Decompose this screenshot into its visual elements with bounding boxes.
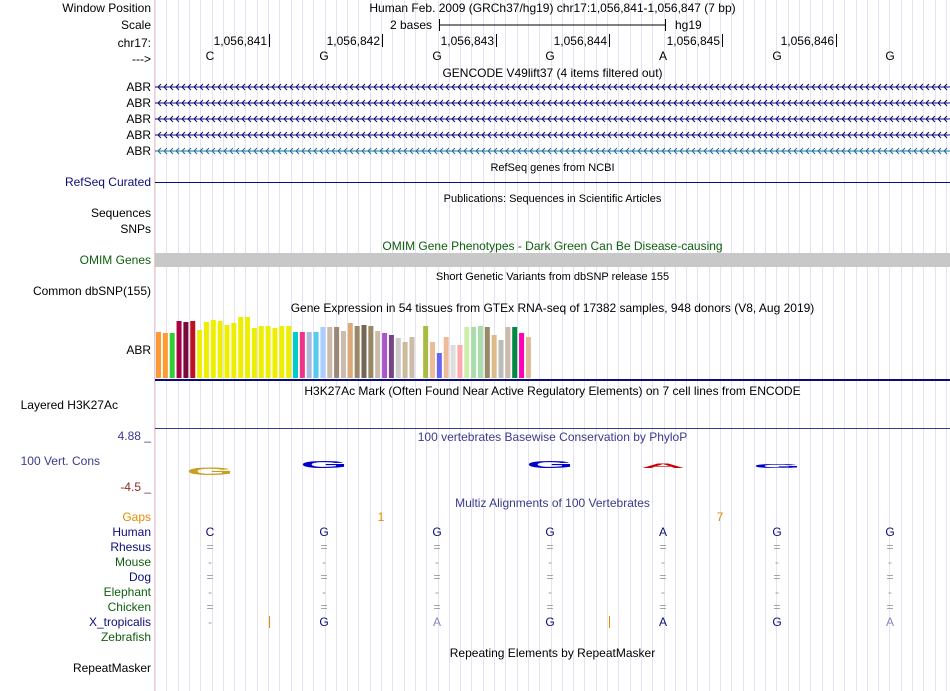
gtex-tissue-bar[interactable] (218, 321, 223, 378)
species-label: Dog (128, 570, 151, 584)
gencode-transcript[interactable] (155, 148, 950, 154)
gtex-tissue-bar[interactable] (519, 333, 524, 378)
gtex-tissue-bar[interactable] (327, 327, 332, 378)
scale-bar-db: hg19 (675, 18, 702, 32)
alignment-base: G (545, 525, 555, 539)
gtex-tissue-bar[interactable] (403, 342, 408, 378)
reference-base: G (432, 49, 442, 63)
reference-base: G (885, 49, 895, 63)
gencode-transcript[interactable] (155, 100, 950, 106)
gtex-tissue-bar[interactable] (279, 326, 284, 378)
multiz-track-title: Multiz Alignments of 100 Vertebrates (455, 496, 650, 510)
gtex-tissue-bar[interactable] (437, 353, 442, 378)
gtex-tissue-bar[interactable] (286, 326, 291, 378)
gtex-tissue-bar[interactable] (197, 330, 202, 378)
alignment-base: A (658, 615, 667, 629)
gap-count: 7 (716, 510, 724, 524)
gtex-tissue-bar[interactable] (225, 325, 230, 378)
gtex-tissue-bar[interactable] (245, 317, 250, 378)
ruler-coordinate: 1,056,844 (553, 34, 607, 48)
gtex-tissue-bar[interactable] (238, 317, 243, 378)
svg-text:G: G (186, 465, 234, 478)
ruler-coordinate: 1,056,846 (780, 34, 834, 48)
alignment-base: - (775, 585, 779, 599)
gtex-tissue-bar[interactable] (457, 345, 462, 378)
gtex-tissue-bar[interactable] (526, 337, 531, 378)
gtex-tissue-bar[interactable] (430, 342, 435, 378)
alignment-base: - (322, 555, 326, 569)
dbsnp-track-title: Short Genetic Variants from dbSNP release 155 (435, 271, 670, 283)
gencode-item-label[interactable]: ABR (126, 144, 151, 158)
h3k27ac-baseline (155, 428, 950, 429)
gtex-tissue-bar[interactable] (177, 321, 182, 378)
phylop-logo-letter (186, 465, 234, 477)
alignment-base: G (772, 525, 782, 539)
species-label: Zebrafish (100, 630, 151, 644)
ruler-coordinate: 1,056,841 (213, 34, 267, 48)
alignment-base: - (548, 555, 552, 569)
alignment-base: = (659, 600, 667, 614)
gencode-transcript[interactable] (155, 116, 950, 122)
alignment-base: - (775, 555, 779, 569)
alignment-base: = (320, 570, 328, 584)
gtex-tissue-bar[interactable] (334, 327, 339, 378)
phylop-logo-letter (300, 459, 348, 470)
gtex-tissue-bar[interactable] (355, 326, 360, 378)
gtex-tissue-bar[interactable] (314, 332, 319, 378)
svg-text:G: G (526, 459, 574, 471)
gtex-tissue-bar[interactable] (183, 322, 188, 378)
gtex-tissue-bar[interactable] (499, 340, 504, 378)
alignment-base: = (320, 600, 328, 614)
gtex-track-label[interactable]: ABR (126, 343, 151, 357)
repeatmasker-track-title: Repeating Elements by RepeatMasker (449, 646, 656, 660)
gencode-transcript[interactable] (155, 132, 950, 138)
sequences-track-label[interactable]: Sequences (90, 206, 151, 220)
gtex-tissue-bar[interactable] (505, 327, 510, 378)
gtex-tissue-bar[interactable] (252, 328, 257, 378)
reference-base: C (205, 49, 215, 63)
reference-base: G (772, 49, 782, 63)
gtex-tissue-bar[interactable] (389, 335, 394, 378)
gtex-tissue-bar[interactable] (423, 326, 428, 378)
chrom-label: chr17: (117, 36, 151, 50)
ruler-tick (836, 34, 837, 47)
phylop-logo-letter (526, 459, 574, 470)
gtex-tissue-bar[interactable] (156, 332, 161, 378)
ruler-tick (382, 34, 383, 47)
gtex-tissue-bar[interactable] (272, 328, 277, 378)
alignment-base: = (886, 540, 894, 554)
svg-text:A: A (640, 462, 686, 470)
gtex-tissue-bar[interactable] (163, 333, 168, 378)
alignment-base: A (885, 615, 894, 629)
track-label-column (0, 0, 155, 691)
ruler-coordinate: 1,056,842 (326, 34, 380, 48)
alignment-base: C (205, 525, 215, 539)
species-label: Chicken (107, 600, 151, 614)
gtex-tissue-bar[interactable] (492, 335, 497, 378)
alignment-base: - (208, 585, 212, 599)
gtex-tissue-bar[interactable] (231, 323, 236, 378)
gtex-tissue-bar[interactable] (464, 327, 469, 378)
alignment-base: - (548, 585, 552, 599)
alignment-base: - (888, 585, 892, 599)
phylop-track-title: 100 vertebrates Basewise Conservation by PhyloP (417, 430, 688, 444)
reference-base: G (545, 49, 555, 63)
h3k27ac-track-title: H3K27Ac Mark (Often Found Near Active Regulatory Elements) on 7 cell lines from ENCODE (304, 384, 801, 398)
scale-label: Scale (120, 18, 151, 32)
omim-track-label[interactable]: OMIM Genes (79, 253, 151, 267)
gencode-transcripts[interactable] (155, 80, 950, 160)
refseq-track-label[interactable]: RefSeq Curated (64, 175, 151, 189)
gtex-tissue-bar[interactable] (485, 327, 490, 378)
gtex-tissue-bar[interactable] (409, 337, 414, 378)
alignment-base: = (773, 570, 781, 584)
ruler-coordinate: 1,056,845 (666, 34, 720, 48)
gtex-tissue-bar[interactable] (444, 337, 449, 378)
alignment-base: - (322, 585, 326, 599)
alignment-base: - (888, 555, 892, 569)
gtex-tissue-bar[interactable] (478, 326, 483, 378)
gencode-track-title: GENCODE V49lift37 (4 items filtered out) (442, 66, 663, 80)
gtex-tissue-bar[interactable] (362, 325, 367, 378)
strand-label: ---> (132, 52, 151, 66)
alignment-base: G (319, 525, 329, 539)
gtex-gene-line (155, 379, 950, 381)
phylop-min-label: -4.5 _ (120, 480, 151, 494)
gtex-tissue-bar[interactable] (190, 321, 195, 378)
gtex-tissue-bar[interactable] (471, 327, 476, 378)
gtex-tissue-bar[interactable] (368, 326, 373, 378)
gencode-item-label[interactable]: ABR (126, 96, 151, 110)
gencode-transcript[interactable] (155, 84, 950, 90)
alignment-base: - (208, 555, 212, 569)
alignment-base: G (545, 615, 555, 629)
gtex-tissue-bar[interactable] (266, 326, 271, 378)
gtex-tissue-bar[interactable] (512, 327, 517, 378)
omim-track-title: OMIM Gene Phenotypes - Dark Green Can Be Disease-causing (382, 239, 723, 253)
alignment-base: = (773, 600, 781, 614)
gtex-tissue-bar[interactable] (451, 345, 456, 378)
gencode-item-label[interactable]: ABR (126, 80, 151, 94)
insertion-marker (269, 616, 270, 628)
alignment-base: = (546, 540, 554, 554)
alignment-base: A (432, 615, 441, 629)
scale-bar-text: 2 bases (390, 18, 433, 32)
gtex-track-title: Gene Expression in 54 tissues from GTEx RNA-seq of 17382 samples, 948 donors (V8, Aug 2019) (290, 301, 815, 315)
repeatmasker-track-label[interactable]: RepeatMasker (72, 661, 151, 675)
gtex-tissue-bar[interactable] (259, 326, 264, 378)
alignment-base: = (659, 540, 667, 554)
svg-text:G: G (753, 463, 801, 470)
species-label: Mouse (114, 555, 151, 569)
gtex-tissue-bar[interactable] (170, 333, 175, 378)
phylop-logo[interactable] (155, 455, 950, 480)
species-label: Human (112, 525, 151, 539)
ruler-tick (722, 34, 723, 47)
alignment-base: - (435, 585, 439, 599)
species-label: Elephant (103, 585, 151, 599)
phylop-logo-letter (753, 463, 801, 469)
publications-track-title: Publications: Sequences in Scientific Articles (443, 193, 662, 205)
omim-gene-bar[interactable] (155, 253, 950, 267)
alignment-base: - (661, 555, 665, 569)
phylop-logo-letter (641, 462, 685, 469)
gencode-item-label[interactable]: ABR (126, 112, 151, 126)
gencode-item-label[interactable]: ABR (126, 128, 151, 142)
refseq-gene-line[interactable] (155, 182, 950, 183)
gtex-tissue-bar[interactable] (307, 332, 312, 378)
gtex-tissue-bar[interactable] (320, 327, 325, 378)
gtex-tissue-bar[interactable] (348, 323, 353, 378)
alignment-base: = (659, 570, 667, 584)
ruler-tick (609, 34, 610, 47)
phylop-max-label: 4.88 _ (117, 429, 151, 443)
alignment-base: G (885, 525, 895, 539)
alignment-base: G (772, 615, 782, 629)
phylop-track-label[interactable]: 100 Vert. Cons (20, 454, 100, 468)
alignment-base: = (546, 600, 554, 614)
alignment-base: = (433, 570, 441, 584)
window-position-label: Window Position (62, 1, 151, 15)
alignment-base: - (435, 555, 439, 569)
gap-count: 1 (377, 510, 385, 524)
alignment-base: = (206, 600, 214, 614)
reference-base: G (319, 49, 329, 63)
refseq-track-title: RefSeq genes from NCBI (490, 162, 615, 174)
gtex-tissue-bar[interactable] (382, 333, 387, 378)
alignment-base: = (206, 540, 214, 554)
snps-track-label[interactable]: SNPs (120, 222, 151, 236)
alignment-base: = (886, 570, 894, 584)
browser-data-panel[interactable] (155, 0, 950, 691)
svg-text:G: G (300, 459, 348, 471)
alignment-base: = (206, 570, 214, 584)
alignment-base: A (658, 525, 667, 539)
insertion-marker (609, 616, 610, 628)
gtex-tissue-bar[interactable] (300, 332, 305, 378)
gtex-tissue-bar[interactable] (293, 332, 298, 378)
gtex-tissue-bar[interactable] (211, 320, 216, 378)
alignment-base: = (320, 540, 328, 554)
alignment-base: = (433, 600, 441, 614)
gtex-tissue-bar[interactable] (375, 331, 380, 378)
ruler-tick (269, 34, 270, 47)
gtex-tissue-bar[interactable] (341, 331, 346, 378)
gtex-tissue-bar[interactable] (204, 322, 209, 378)
gtex-tissue-bar[interactable] (396, 338, 401, 378)
alignment-base: = (886, 600, 894, 614)
alignment-base: = (546, 570, 554, 584)
alignment-base: - (208, 615, 212, 629)
dbsnp-track-label[interactable]: Common dbSNP(155) (32, 284, 151, 298)
ruler-tick (496, 34, 497, 47)
assembly-position-title: Human Feb. 2009 (GRCh37/hg19) chr17:1,056,841-1,056,847 (7 bp) (369, 1, 736, 15)
gtex-expression-chart[interactable] (155, 316, 950, 380)
alignment-base: = (773, 540, 781, 554)
alignment-base: = (433, 540, 441, 554)
species-label: X_tropicalis (88, 615, 151, 629)
multiz-gaps-label: Gaps (122, 510, 151, 524)
h3k27ac-track-label[interactable]: Layered H3K27Ac (20, 398, 118, 412)
alignment-base: G (432, 525, 442, 539)
ruler-coordinate: 1,056,843 (440, 34, 494, 48)
species-label: Rhesus (110, 540, 151, 554)
reference-base: A (658, 49, 667, 63)
alignment-base: G (319, 615, 329, 629)
alignment-base: - (661, 585, 665, 599)
scale-bar (439, 18, 669, 32)
